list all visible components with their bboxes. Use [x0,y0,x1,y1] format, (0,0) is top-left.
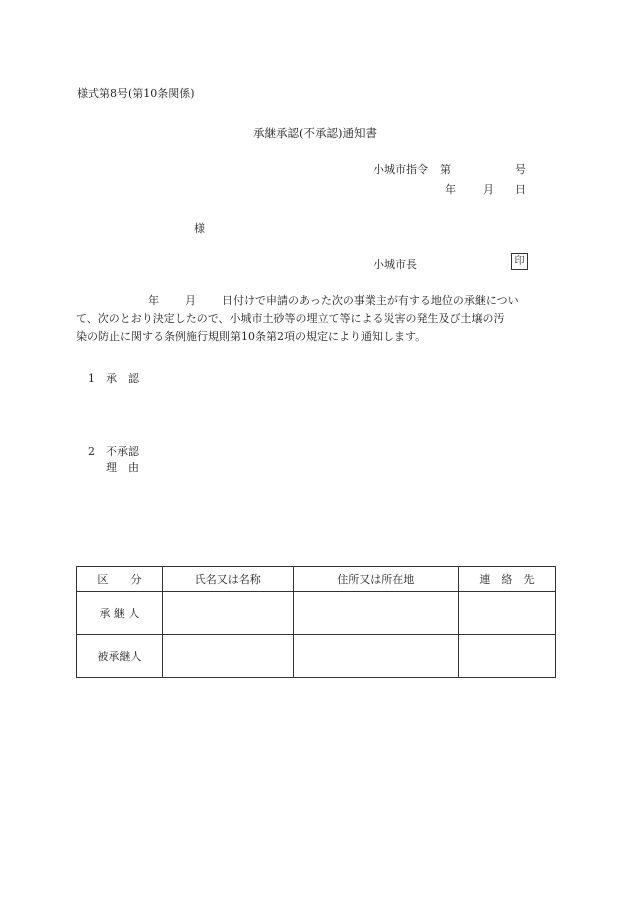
predecessor-name-cell[interactable] [162,635,293,678]
body-year: 年 [148,294,159,307]
addressee-honorific: 様 [194,222,205,235]
document-number-prefix: 第 [440,163,451,176]
successor-name-cell[interactable] [162,592,293,635]
header-category: 区 分 [77,567,163,592]
date-year-label: 年 [445,183,456,196]
notification-body [76,292,556,346]
row-label-successor: 承 継 人 [77,592,163,635]
body-line-1 [76,292,556,310]
seal-mark: 印 [511,253,528,270]
header-contact: 連 絡 先 [458,567,555,592]
date-day-label: 日 [515,183,526,196]
body-month: 月 [185,294,196,307]
mayor-label: 小城市長 [373,258,417,271]
body-line-1-text: 日付けで申請のあった次の事業主が有する地位の承継につい [222,294,519,307]
issuer-label: 小城市指令 [373,163,428,176]
date-month-label: 月 [483,183,494,196]
item-reason: 理 由 [106,461,139,474]
document-number-suffix: 号 [515,163,526,176]
parties-table [76,566,556,678]
form-number: 様式第8号(第10条関係) [77,87,195,100]
item-approve: 1 承 認 [88,372,139,385]
header-address: 住所又は所在地 [293,567,458,592]
table-row [77,635,556,678]
document-title: 承継承認(不承認)通知書 [253,126,377,140]
table-row [77,592,556,635]
body-line-2: て、次のとおり決定したので、小城市土砂等の埋立て等による災害の発生及び土壌の汚 [76,312,505,325]
header-name: 氏名又は名称 [162,567,293,592]
successor-contact-cell[interactable] [458,592,555,635]
table-header-row [77,567,556,592]
successor-address-cell[interactable] [293,592,458,635]
predecessor-address-cell[interactable] [293,635,458,678]
predecessor-contact-cell[interactable] [458,635,555,678]
row-label-predecessor: 被承継人 [77,635,163,678]
body-line-3: 染の防止に関する条例施行規則第10条第2項の規定により通知します。 [76,330,427,343]
item-disapprove: 2 不承認 [88,445,139,458]
